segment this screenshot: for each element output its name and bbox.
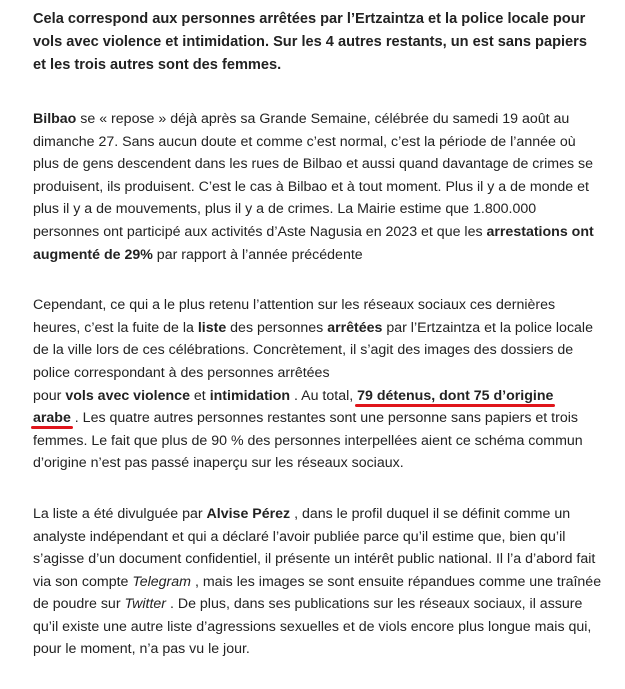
highlighted-arabe: arabe <box>33 410 71 427</box>
text-span: et <box>189 387 210 404</box>
text-span: , mais les images se sont ensuite répandues comme une traînée de poudre sur <box>33 573 602 613</box>
bold-vols: vols avec violence <box>65 387 190 404</box>
text-span: par rapport à l’année précédente <box>152 246 363 263</box>
bold-alvise: Alvise Pérez <box>206 505 291 522</box>
bold-liste: liste <box>197 319 227 336</box>
text-span: des personnes <box>226 319 328 336</box>
italic-twitter: Twitter <box>124 596 167 613</box>
italic-telegram: Telegram <box>132 573 191 590</box>
text-span: se « repose » déjà après sa Grande Semaine, célébrée du samedi 19 août au dimanche 27. Sans aucun doute et comme c’est normal, c’est la période de l’année où plus de gens descendent dans les rues de Bilbao et aussi quand davantage de crimes se produisent, ils produisent. C’est le cas à Bilbao et à tout moment. Plus il y a de monde et plus il y a de mouvements, plus il y a de crimes. La Mairie estime que 1.800.000 personnes ont participé aux activités d’Aste Nagusia en 2023 et que les <box>33 111 593 240</box>
text-span: Cependant, ce qui a le plus retenu l’attention sur les réseaux sociaux ces dernières heures, c’est la fuite de la <box>33 297 556 336</box>
text-span: . De plus, dans ses publications sur les réseaux sociaux, il assure qu’il existe une autre liste d’agressions sexuelles et de viols encore plus longue mais qui, pour le moment, n’a pas vu le jour. <box>33 596 592 658</box>
bold-intimidation: intimidation <box>209 387 291 404</box>
text-span: . Au total, <box>290 387 358 404</box>
text-span: . Les quatre autres personnes restantes sont une personne sans papiers et trois femmes. Le fait que plus de 90 % des personnes interpellées aient ce schéma commun d’origine n’est pas passé inaperçu sur les réseaux sociaux. <box>33 410 583 472</box>
paragraph-liste <box>33 294 603 475</box>
text-span: , dans le profil duquel il se définit comme un analyste indépendant et qui a déclaré l’avoir publiée parce qu’il estime que, bien qu’il s’agisse d’un document confidentiel, il présente un intérêt public national. Il l’a d’abord fait via son compte <box>33 505 596 590</box>
text-span: pour <box>33 387 66 404</box>
text-span: par l’Ertzaintza et la police locale de la ville lors de ces célébrations. Concrètement, il s’agit des images des dossiers de police correspondant à des personnes arrêtées <box>33 319 593 381</box>
bold-bilbao: Bilbao <box>33 111 77 127</box>
paragraph-bilbao <box>33 108 603 266</box>
lead-paragraph: Cela correspond aux personnes arrêtées par l’Ertzaintza et la police locale pour vols avec violence et intimidation. Sur les 4 autres restants, un est sans papiers et les trois autres sont des femmes. <box>33 11 587 73</box>
article-body <box>33 8 603 689</box>
text-span: La liste a été divulguée par <box>33 505 207 522</box>
highlighted-detenus: 79 détenus, dont 75 d’origine <box>357 387 554 404</box>
bold-arretees: arrêtées <box>327 319 383 336</box>
bold-arrestations: arrestations ont augmenté de 29% <box>33 223 594 263</box>
paragraph-alvise <box>33 503 603 661</box>
